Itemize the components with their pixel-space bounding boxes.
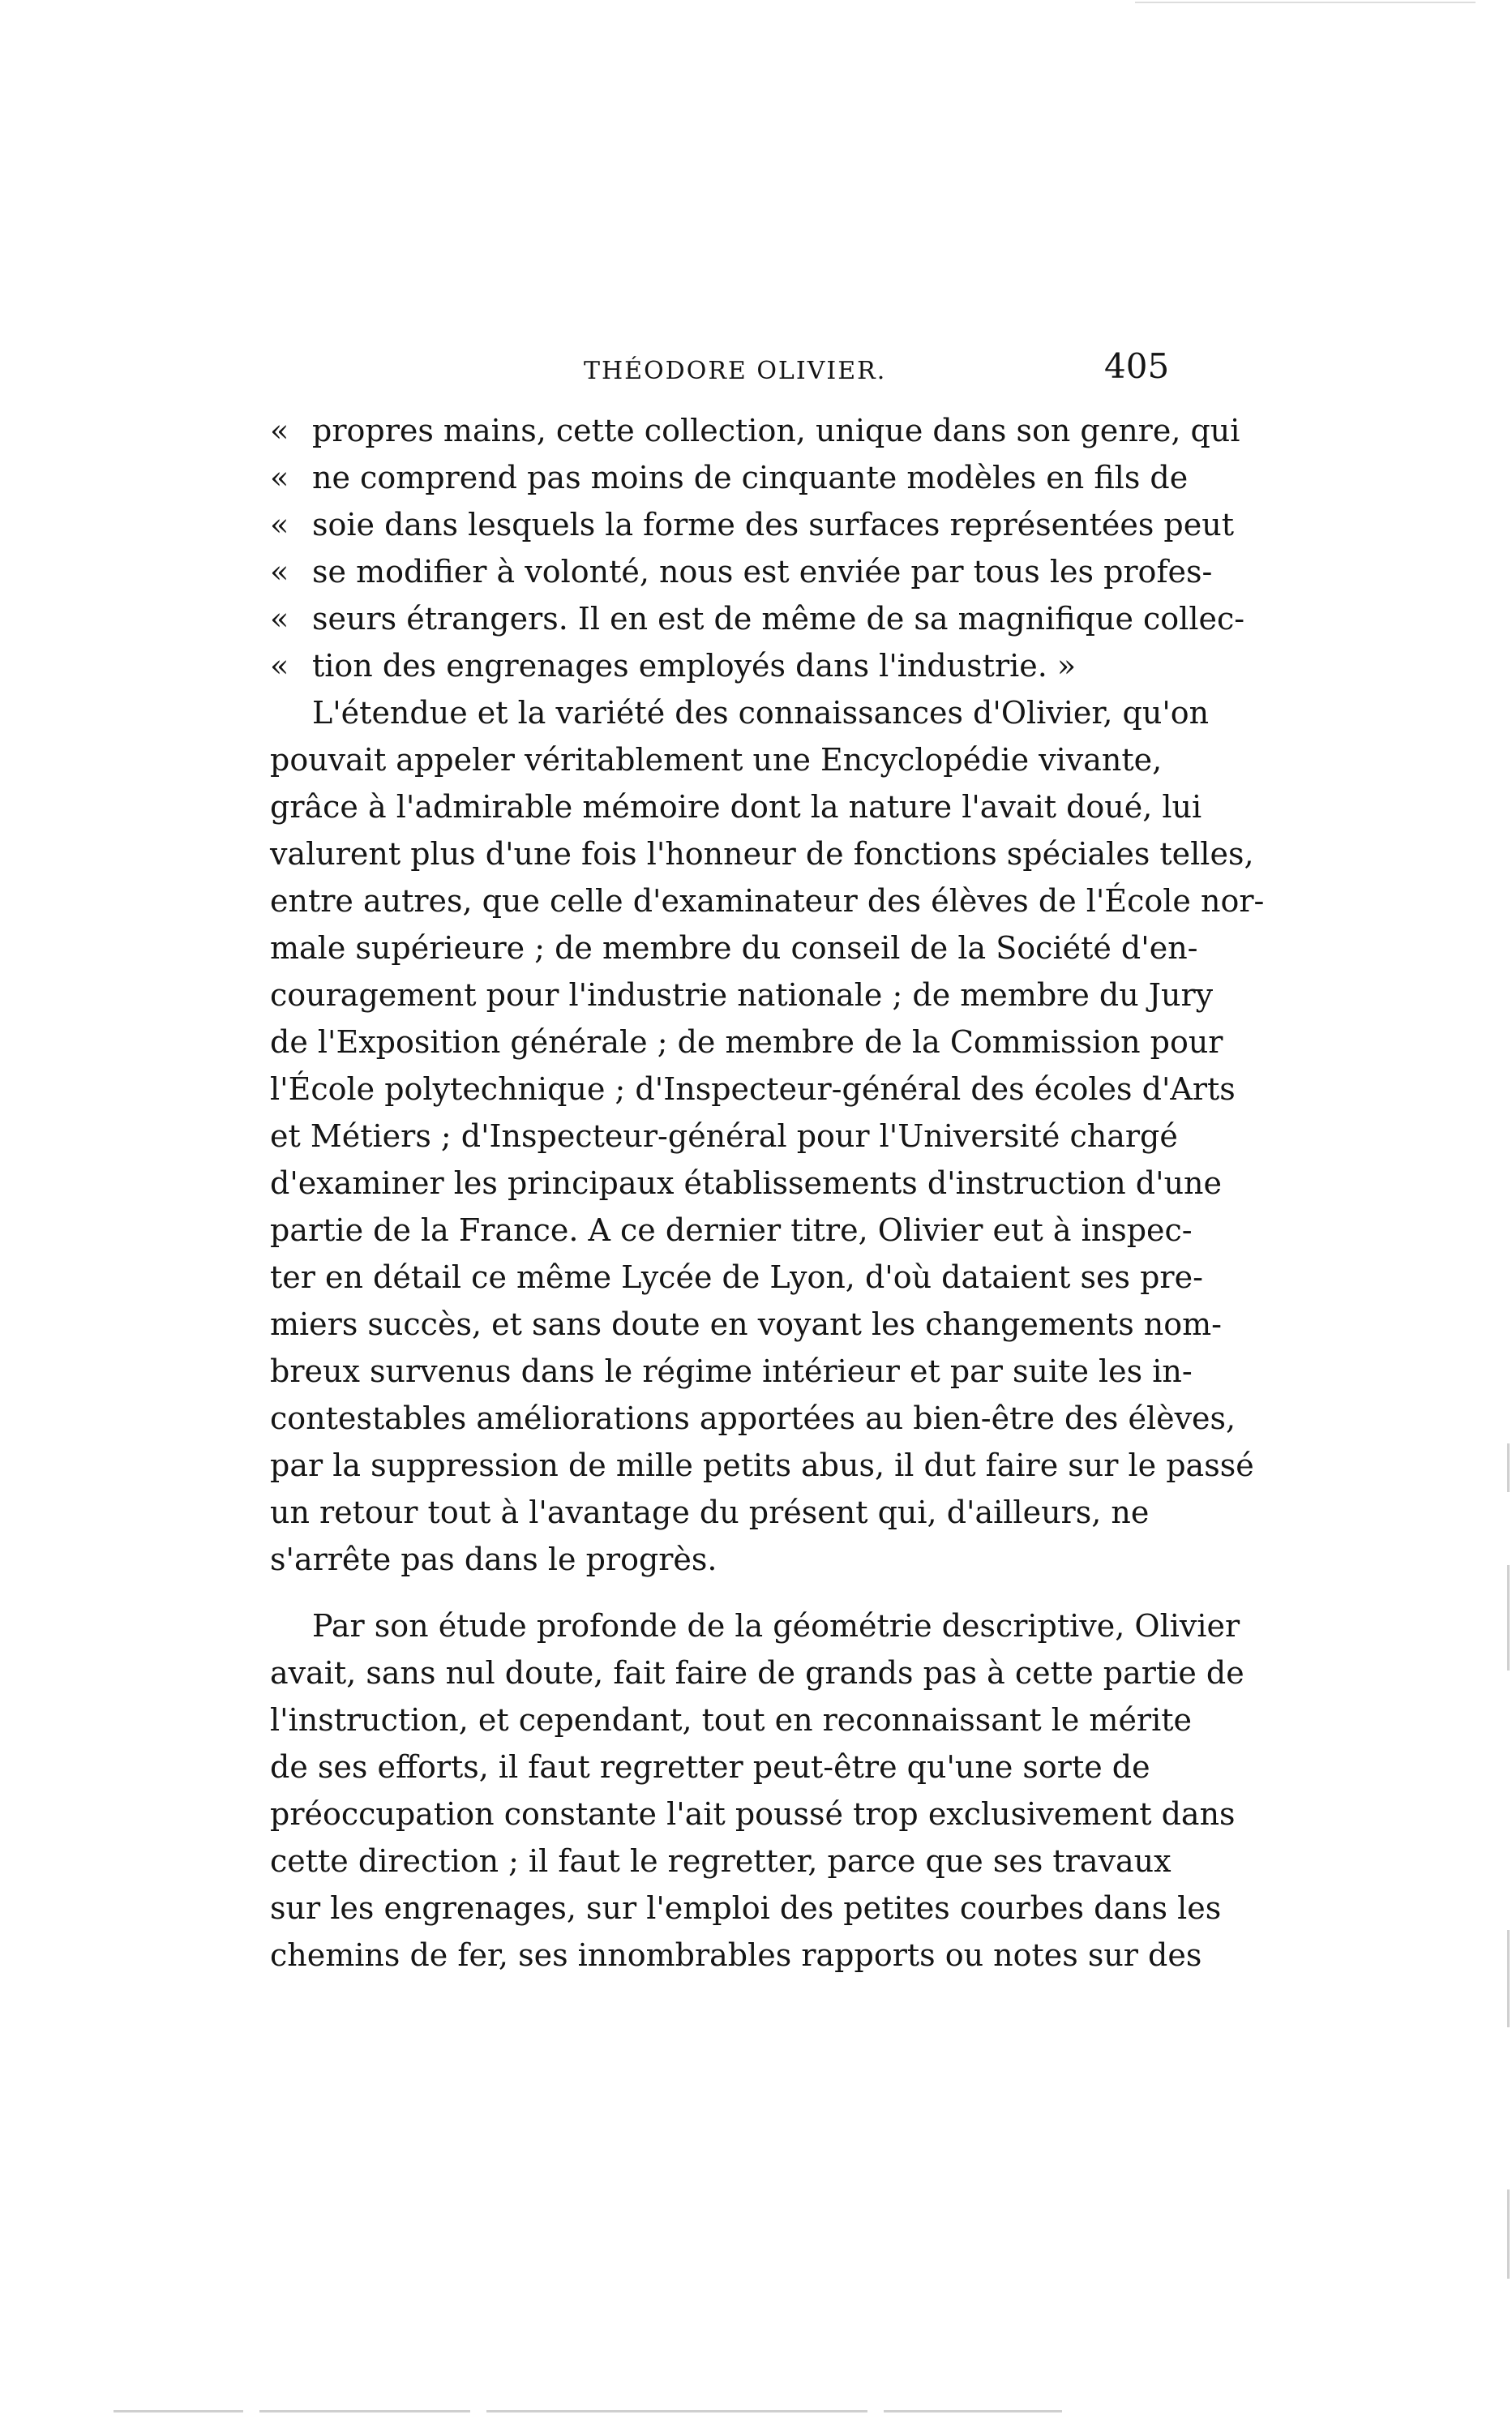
quote-mark: « [270, 507, 289, 543]
text-line: valurent plus d'une fois l'honneur de fonctions spéciales telles, [270, 836, 1254, 872]
text-line: un retour tout à l'avantage du présent qui, d'ailleurs, ne [270, 1495, 1150, 1530]
quote-line-text: propres mains, cette collection, unique dans son genre, qui [312, 413, 1240, 448]
text-line: entre autres, que celle d'examinateur des élèves de l'École nor- [270, 883, 1265, 919]
scan-edge-mark [1507, 2189, 1510, 2279]
running-header-title: THÉODORE OLIVIER. [584, 357, 887, 385]
quote-line-text: ne comprend pas moins de cinquante modèles en fils de [312, 460, 1189, 495]
quote-line-text: tion des engrenages employés dans l'industrie. » [312, 648, 1077, 684]
paragraph-knowledge [270, 689, 1265, 1583]
text-line: de l'Exposition générale ; de membre de la Commission pour [270, 1024, 1223, 1060]
text-line: contestables améliorations apportées au bien-être des élèves, [270, 1400, 1236, 1436]
quote-mark: « [270, 460, 289, 495]
text-line: miers succès, et sans doute en voyant les changements nom- [270, 1306, 1222, 1342]
scan-edge-mark [1507, 1443, 1510, 1492]
text-line: cette direction ; il faut le regretter, parce que ses travaux [270, 1843, 1171, 1879]
body-text [270, 407, 1265, 1979]
quote-mark: « [270, 413, 289, 448]
paragraph-spacer [270, 1583, 1146, 1602]
quote-mark: « [270, 601, 289, 637]
text-line: chemins de fer, ses innombrables rapports ou notes sur des [270, 1937, 1202, 1973]
text-line: partie de la France. A ce dernier titre, Olivier eut à inspec- [270, 1212, 1193, 1248]
text-line: grâce à l'admirable mémoire dont la nature l'avait doué, lui [270, 789, 1202, 825]
quote-line-text: soie dans lesquels la forme des surfaces représentées peut [312, 507, 1234, 543]
text-line: l'instruction, et cependant, tout en reconnaissant le mérite [270, 1702, 1193, 1738]
quote-line-text: seurs étrangers. Il en est de même de sa magnifique collec- [312, 601, 1245, 637]
text-line: couragement pour l'industrie nationale ; de membre du Jury [270, 977, 1214, 1013]
top-edge-rule [1135, 2, 1476, 3]
text-line: avait, sans nul doute, fait faire de grands pas à cette partie de [270, 1655, 1244, 1691]
text-line: L'étendue et la variété des connaissances d'Olivier, qu'on [312, 695, 1210, 731]
page-number: 405 [1104, 346, 1170, 386]
text-line: de ses efforts, il faut regretter peut-être qu'une sorte de [270, 1749, 1150, 1785]
text-line: d'examiner les principaux établissements d'instruction d'une [270, 1165, 1223, 1201]
quote-line [270, 454, 1189, 501]
scan-edge-mark [1507, 1930, 1510, 2027]
text-line: préoccupation constante l'ait poussé trop exclusivement dans [270, 1796, 1236, 1832]
text-line: sur les engrenages, sur l'emploi des petites courbes dans les [270, 1890, 1222, 1926]
text-line: male supérieure ; de membre du conseil de la Société d'en- [270, 930, 1198, 966]
quotation-block [270, 407, 1245, 689]
bottom-edge-rule [114, 2410, 243, 2412]
text-line: et Métiers ; d'Inspecteur-général pour l'Université chargé [270, 1118, 1178, 1154]
text-line: pouvait appeler véritablement une Encyclopédie vivante, [270, 742, 1163, 778]
quote-mark: « [270, 554, 289, 590]
quote-line [270, 501, 1234, 548]
quote-line [270, 407, 1240, 454]
quote-mark: « [270, 648, 289, 684]
quote-line [270, 595, 1245, 642]
text-line: ter en détail ce même Lycée de Lyon, d'où dataient ses pre- [270, 1259, 1203, 1295]
bottom-edge-rule [486, 2410, 867, 2412]
quote-line [270, 548, 1213, 595]
bottom-edge-rule [259, 2410, 470, 2412]
text-line: Par son étude profonde de la géométrie descriptive, Olivier [312, 1608, 1240, 1644]
text-line: breux survenus dans le régime intérieur et par suite les in- [270, 1353, 1193, 1389]
text-line: s'arrête pas dans le progrès. [270, 1542, 717, 1577]
quote-line [270, 642, 1146, 689]
text-line: l'École polytechnique ; d'Inspecteur-général des écoles d'Arts [270, 1071, 1236, 1107]
quote-line-text: se modifier à volonté, nous est enviée par tous les profes- [312, 554, 1213, 590]
scan-edge-mark [1507, 1565, 1510, 1670]
bottom-edge-rule [884, 2410, 1062, 2412]
text-line: par la suppression de mille petits abus, il dut faire sur le passé [270, 1447, 1254, 1483]
paragraph-geometry [270, 1602, 1244, 1979]
